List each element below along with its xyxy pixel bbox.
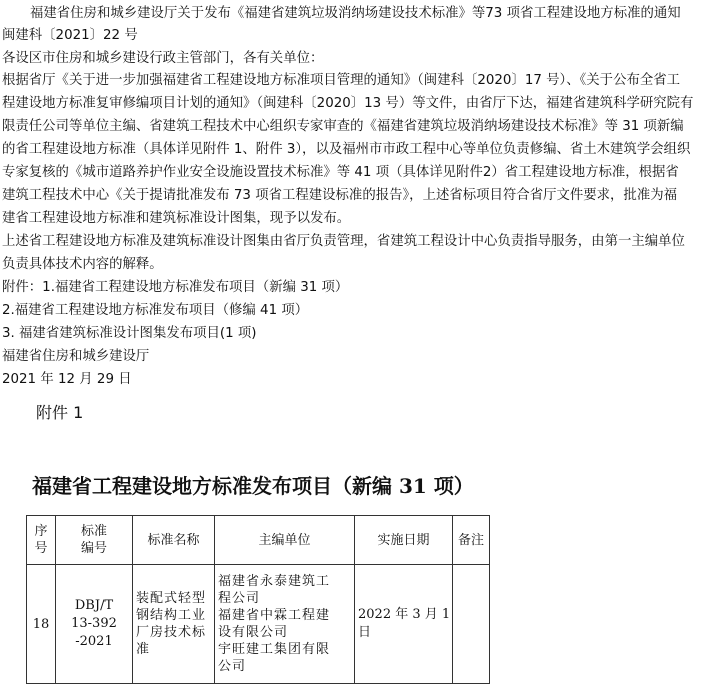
attachment-item: 2.福建省工程建设地方标准发布项目（修编 41 项）: [2, 303, 309, 318]
header-seq-line: 序: [34, 524, 48, 539]
cell-unit-line: 宇旺建工集团有限: [218, 642, 331, 657]
cell-code: [56, 565, 133, 684]
attachment-item: 3. 福建省建筑标准设计图集发布项目(1 项): [2, 326, 257, 341]
cell-name-line: 准: [136, 642, 151, 657]
cell-date-line: 日: [358, 625, 372, 640]
header-seq-line: 号: [34, 541, 48, 556]
header-code-line: 编号: [80, 541, 107, 556]
cell-unit-line: 设有限公司: [218, 625, 289, 640]
cell-date: [355, 565, 453, 684]
attachment-item: 附件：1.福建省工程建设地方标准发布项目（新编 31 项）: [2, 280, 349, 295]
standards-table: [26, 515, 490, 684]
cell-name-line: 装配式轻型: [136, 591, 207, 606]
cell-date-line: 2022 年 3 月 1: [358, 607, 451, 622]
table-header-row: [27, 516, 490, 565]
cell-name-line: 钢结构工业: [136, 608, 207, 623]
cell-code-line: 13-392: [71, 616, 117, 631]
cell-code-line: -2021: [75, 634, 113, 649]
body-line: 专家复核的《城市道路养护作业安全设施设置技术标准》等 41 项（具体详见附件2）省工程建设地方标准，根据省: [2, 165, 679, 180]
cell-unit-line: 福建省永泰建筑工: [218, 574, 331, 589]
body-line: 建省工程建设地方标准和建筑标准设计图集，现予以发布。: [2, 211, 351, 226]
header-note: 备注: [453, 516, 490, 565]
body-line: 上述省工程建设地方标准及建筑标准设计图集由省厅负责管理，省建筑工程设计中心负责指导服务，由第一主编单位: [2, 234, 685, 249]
body-line: 的省工程建设地方标准（具体详见附件 1、附件 3），以及福州市市政工程中心等单位负责修编、省土木建筑学会组织: [2, 142, 691, 157]
header-code: [56, 516, 133, 565]
body-line: 限责任公司等单位主编、省建筑工程技术中心组织专家审查的《福建省建筑垃圾消纳场建设技术标准》等 31 项新编: [2, 119, 684, 134]
notice-title: 福建省住房和城乡建设厅关于发布《福建省建筑垃圾消纳场建设技术标准》等73 项省工程建设地方标准的通知: [30, 6, 681, 21]
issuer: 福建省住房和城乡建设厅: [2, 349, 150, 364]
body-line: 建筑工程技术中心《关于提请批准发布 73 项省工程建设标准的报告》，上述省标项目符合省厅文件要求，批准为福: [2, 188, 677, 203]
header-seq: [27, 516, 56, 565]
issue-date: 2021 年 12 月 29 日: [2, 372, 132, 387]
attachment-heading: 福建省工程建设地方标准发布项目（新编 31 项）: [32, 474, 474, 498]
table-row: [27, 565, 490, 684]
header-unit: 主编单位: [215, 516, 355, 565]
cell-note: [453, 565, 490, 684]
cell-unit: [215, 565, 355, 684]
cell-seq: 18: [27, 565, 56, 684]
cell-unit-line: 福建省中霖工程建: [218, 608, 331, 623]
cell-name-line: 厂房技术标: [136, 625, 207, 640]
cell-code-line: DBJ/T: [74, 598, 114, 613]
body-line: 负责具体技术内容的解释。: [2, 257, 163, 272]
header-code-line: 标准: [80, 524, 107, 539]
cell-unit-line: 公司: [218, 659, 247, 674]
header-date: 实施日期: [355, 516, 453, 565]
attachment-label: 附件 1: [36, 403, 84, 422]
body-line: 程建设地方标准复审修编项目计划的通知》（闽建科〔2020〕13 号）等文件，由省厅下达，福建省建筑科学研究院有: [2, 96, 694, 111]
cell-unit-line: 程公司: [218, 591, 261, 606]
recipients: 各设区市住房和城乡建设行政主管部门，各有关单位：: [2, 51, 324, 66]
body-line: 根据省厅《关于进一步加强福建省工程建设地方标准项目管理的通知》（闽建科〔2020〕17 号）、《关于公布全省工: [2, 73, 681, 88]
header-name: 标准名称: [133, 516, 215, 565]
cell-name: [133, 565, 215, 684]
doc-number: 闽建科〔2021〕22 号: [2, 28, 138, 43]
